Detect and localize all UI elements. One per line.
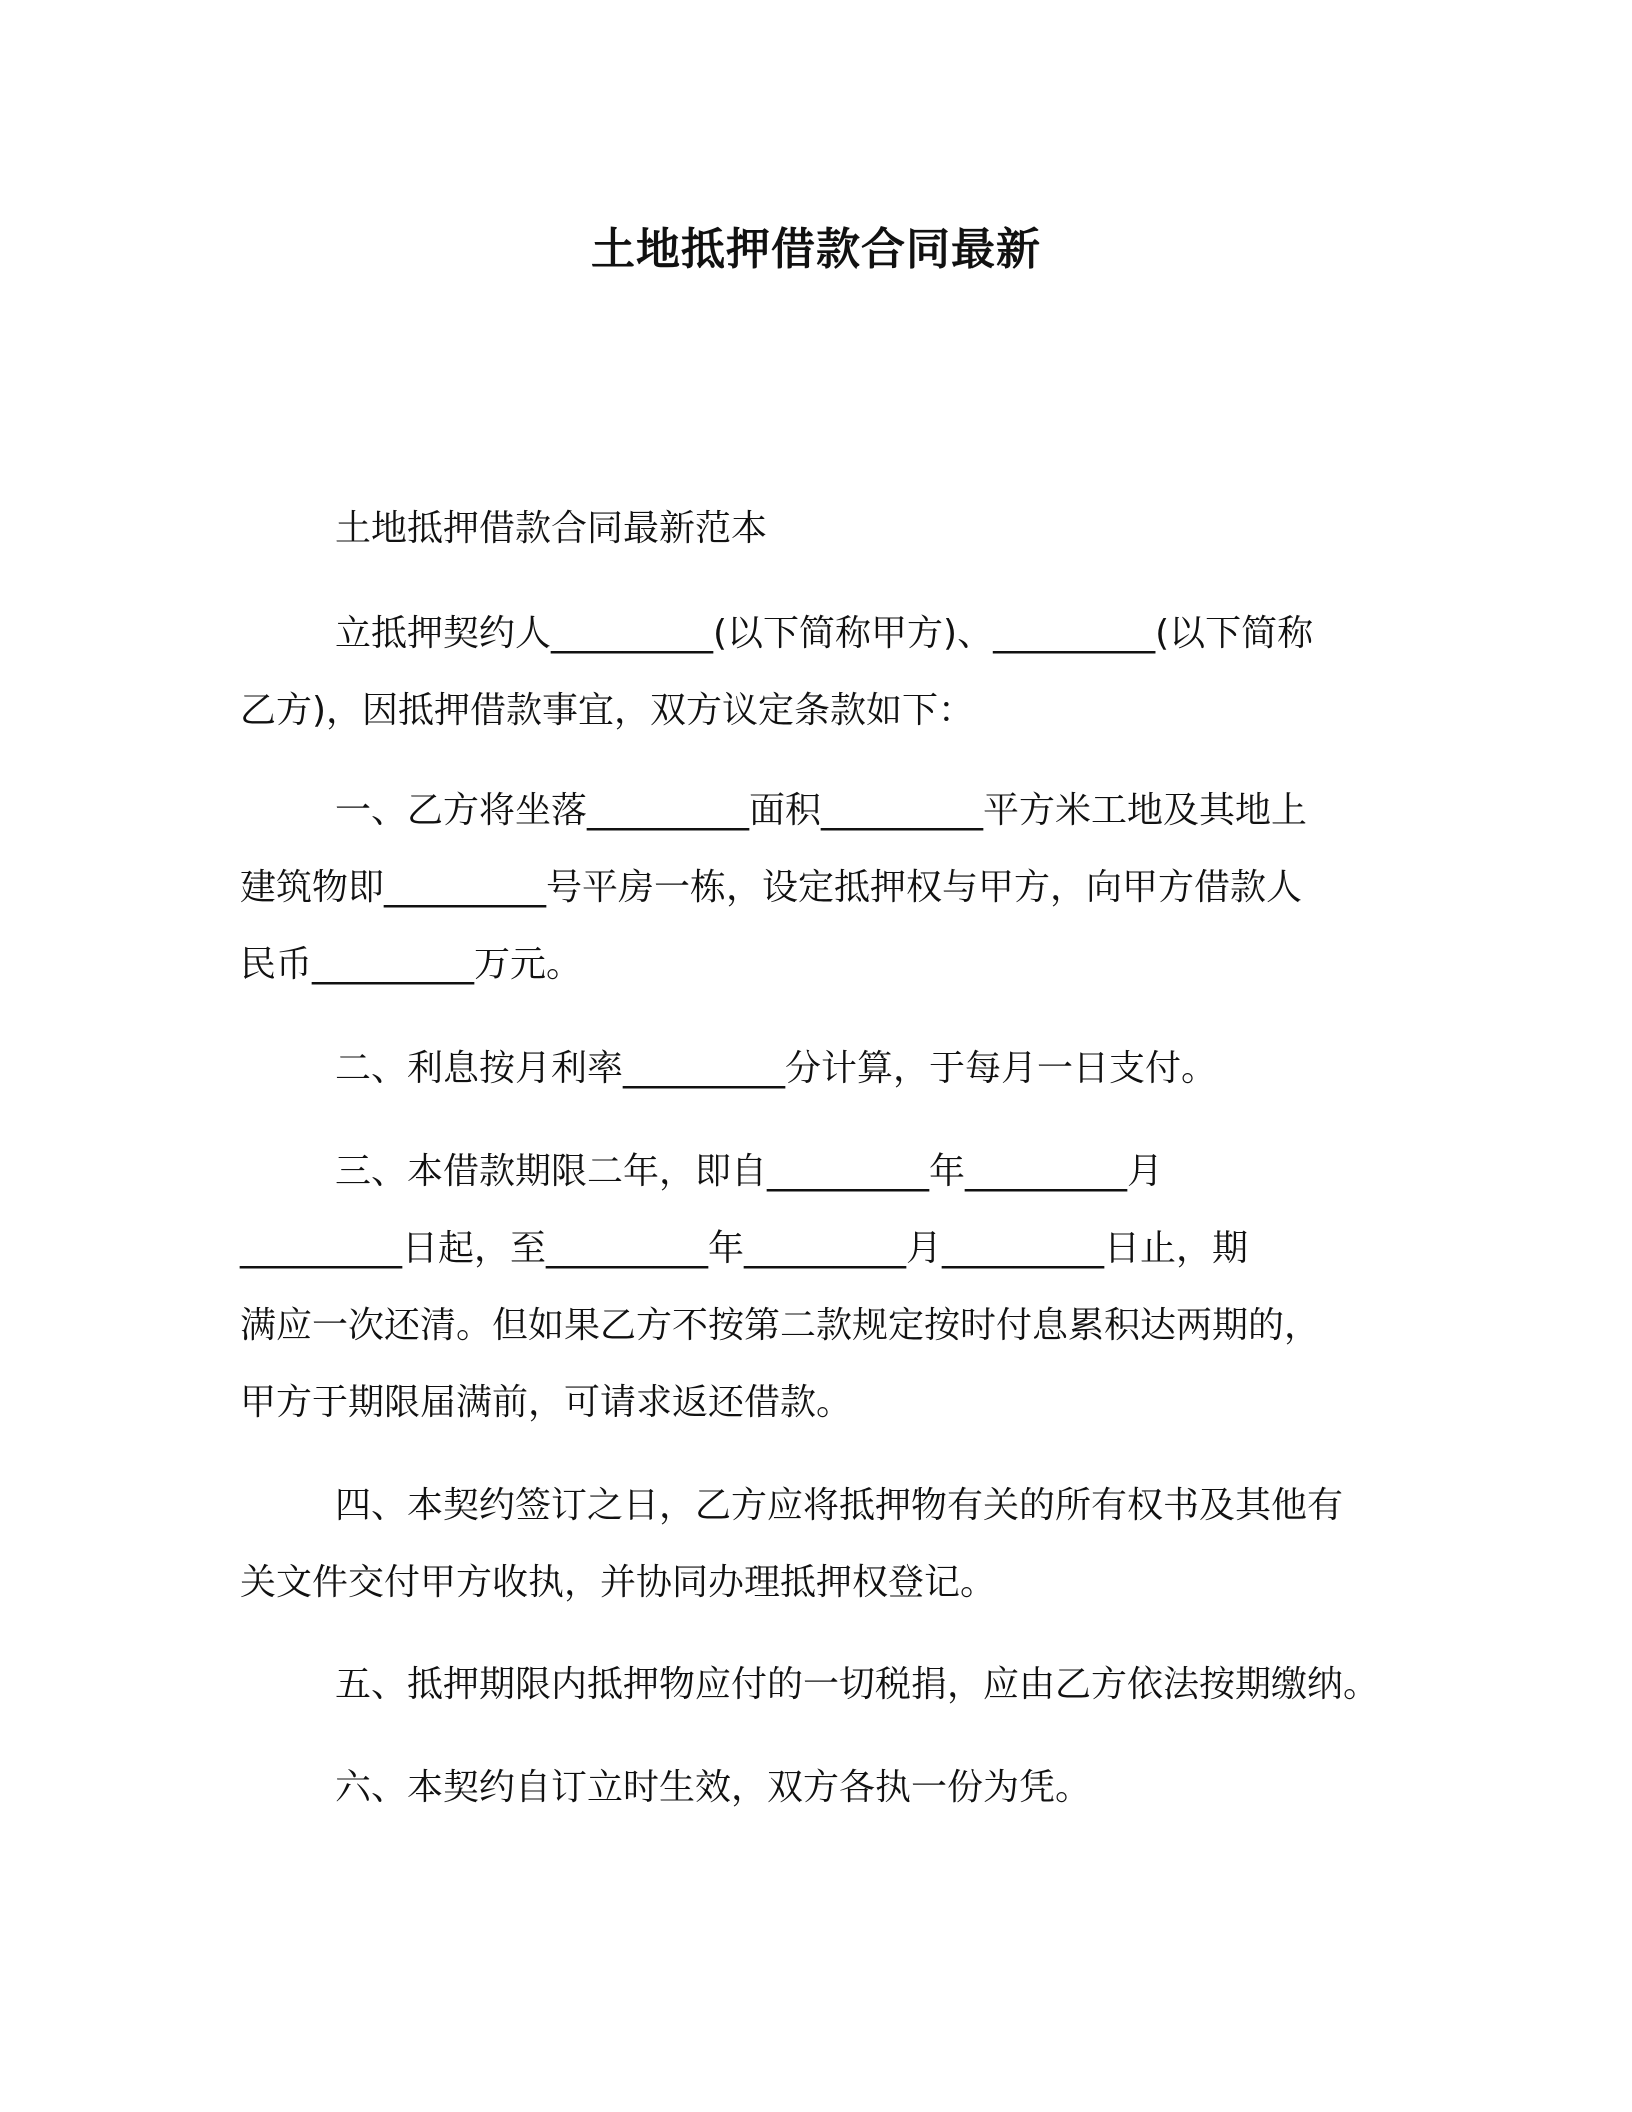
clause-1-line-1: 一、乙方将坐落_________面积_________平方米工地及其地上: [335, 790, 1308, 831]
document-subtitle: 土地抵押借款合同最新范本: [335, 508, 768, 549]
clause-3-line-4: 甲方于期限届满前，可请求返还借款。: [240, 1382, 853, 1423]
clause-3-line-2: _________日起，至_________年_________月_________日止，期: [240, 1228, 1249, 1269]
clause-2-line-1: 二、利息按月利率_________分计算，于每月一日支付。: [335, 1048, 1218, 1089]
clause-5-line-1: 五、抵押期限内抵押物应付的一切税捐，应由乙方依法按期缴纳。: [335, 1664, 1380, 1705]
clause-1-line-3: 民币_________万元。: [240, 944, 583, 985]
clause-1-line-2: 建筑物即_________号平房一栋，设定抵押权与甲方，向甲方借款人: [240, 867, 1303, 908]
clause-6-line-1: 六、本契约自订立时生效，双方各执一份为凭。: [335, 1767, 1092, 1808]
document-title: 土地抵押借款合同最新: [591, 224, 1041, 275]
intro-line-2: 乙方)，因抵押借款事宜，双方议定条款如下：: [240, 690, 975, 731]
clause-3-line-3: 满应一次还清。但如果乙方不按第二款规定按时付息累积达两期的，: [240, 1305, 1321, 1346]
clause-4-line-2: 关文件交付甲方收执，并协同办理抵押权登记。: [240, 1562, 997, 1603]
intro-line-1: 立抵押契约人_________(以下简称甲方)、_________(以下简称: [335, 613, 1314, 654]
clause-3-line-1: 三、本借款期限二年，即自_________年_________月: [335, 1151, 1164, 1192]
clause-4-line-1: 四、本契约签订之日，乙方应将抵押物有关的所有权书及其他有: [335, 1485, 1344, 1526]
